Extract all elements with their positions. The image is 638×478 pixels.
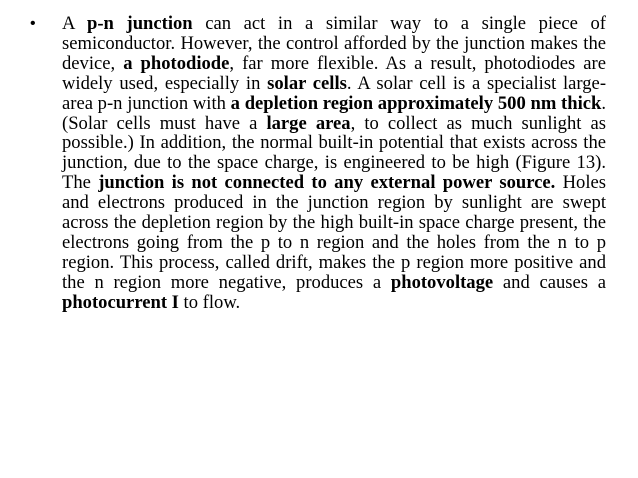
bold-text-run: photovoltage [390, 271, 494, 293]
bold-text-run: large area [266, 112, 351, 134]
bold-text-run: solar cells [267, 72, 347, 94]
text-run: , far more flexible. As a result, photodiodes are widely used, especially in [62, 52, 607, 94]
text-run: . (Solar cells must have a [62, 92, 607, 134]
text-run: to flow. [178, 291, 241, 313]
text-run: A [62, 13, 88, 34]
text-run: and causes a [493, 271, 606, 293]
bold-text-run: a depletion region approximately 500 nm thick [230, 92, 602, 114]
bold-text-run: photocurrent I [62, 291, 179, 313]
text-run: Holes and electrons produced in the junction region by sunlight are swept across the depletion region by the high built-in space charge present, the electrons going from the p to n region and the holes from the n to p region. This process, called drift, makes the p region more positive and the n region more negative, produces a [62, 172, 607, 293]
text-run: . A solar cell is a specialist large-area p-n junction with [62, 72, 607, 114]
bold-text-run: p-n junction [87, 13, 193, 34]
bold-text-run: a photodiode [123, 52, 230, 74]
bullet-icon: • [30, 15, 36, 32]
bold-text-run: junction is not connected to any external power source. [98, 172, 556, 194]
text-run: can act in a similar way to a single piece of semiconductor. However, the control afforded by the junction makes the device, [62, 13, 606, 74]
body-paragraph [62, 14, 606, 313]
text-run: , to collect as much sunlight as possible.) In addition, the normal built-in potential that exists across the junction, due to the space charge, is engineered to be high (Figure 13). The [62, 112, 606, 194]
bullet-item [30, 14, 606, 313]
